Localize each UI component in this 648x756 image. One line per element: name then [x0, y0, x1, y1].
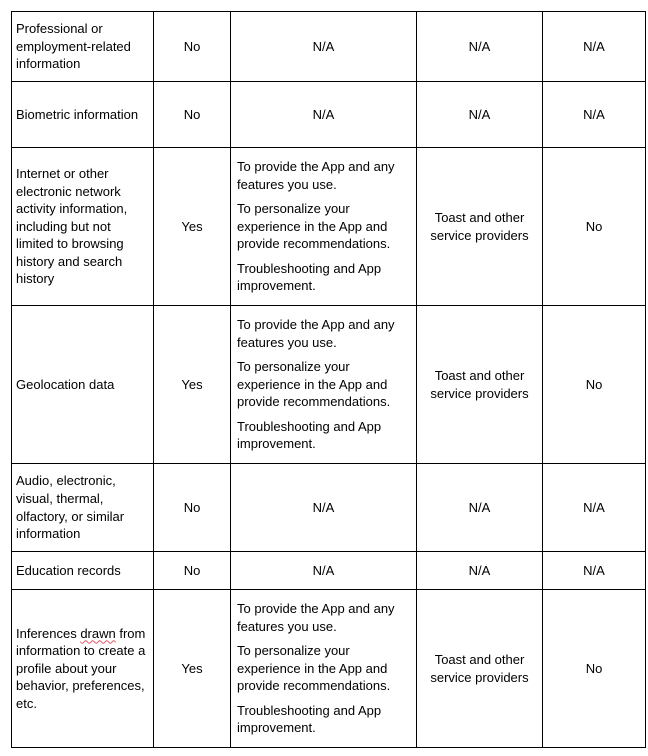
purpose-cell: [231, 590, 417, 748]
collected-cell: No: [154, 82, 231, 148]
purpose-item: To personalize your experience in the App and provide recommendations.: [237, 201, 391, 252]
disclosed-to-cell: N/A: [417, 82, 543, 148]
table-row: [12, 82, 646, 148]
disclosed-to-cell: N/A: [417, 12, 543, 82]
purpose-item: Troubleshooting and App improvement.: [237, 418, 382, 452]
category-cell: Geolocation data: [12, 306, 154, 464]
personal-information-table: [11, 11, 646, 748]
category-cell: Education records: [12, 552, 154, 590]
purpose-item: Troubleshooting and App improvement.: [237, 260, 382, 294]
purpose-cell: N/A: [231, 12, 417, 82]
disclosed-to-cell: Toast and other service providers: [417, 306, 543, 464]
disclosed-to-cell: N/A: [417, 464, 543, 552]
category-cell: Biometric information: [12, 82, 154, 148]
table-row: [12, 12, 646, 82]
purpose-cell: N/A: [231, 464, 417, 552]
collected-cell: No: [154, 552, 231, 590]
category-cell: Inferences drawn from information to create a profile about your behavior, preferences, etc.: [12, 590, 154, 748]
collected-cell: No: [154, 12, 231, 82]
collected-cell: Yes: [154, 590, 231, 748]
table-row: [12, 590, 646, 748]
purpose-item: To personalize your experience in the App and provide recommendations.: [237, 643, 391, 694]
purpose-item: Troubleshooting and App improvement.: [237, 702, 382, 736]
sold-shared-cell: N/A: [543, 82, 646, 148]
purpose-cell: [231, 306, 417, 464]
table-row: [12, 148, 646, 306]
collected-cell: Yes: [154, 306, 231, 464]
sold-shared-cell: N/A: [543, 12, 646, 82]
purpose-item: To provide the App and any features you use.: [237, 158, 395, 192]
purpose-cell: N/A: [231, 552, 417, 590]
table-row: [12, 306, 646, 464]
purpose-cell: N/A: [231, 82, 417, 148]
sold-shared-cell: No: [543, 306, 646, 464]
spellcheck-flagged-word: drawn: [80, 625, 116, 641]
purpose-item: To provide the App and any features you use.: [237, 316, 395, 350]
collected-cell: No: [154, 464, 231, 552]
disclosed-to-cell: Toast and other service providers: [417, 148, 543, 306]
category-cell: Audio, electronic, visual, thermal, olfactory, or similar information: [12, 464, 154, 552]
category-cell: Professional or employment-related information: [12, 12, 154, 82]
table-row: [12, 464, 646, 552]
purpose-item: To provide the App and any features you use.: [237, 600, 395, 634]
sold-shared-cell: No: [543, 148, 646, 306]
sold-shared-cell: N/A: [543, 464, 646, 552]
table-row: [12, 552, 646, 590]
disclosed-to-cell: N/A: [417, 552, 543, 590]
disclosed-to-cell: Toast and other service providers: [417, 590, 543, 748]
sold-shared-cell: N/A: [543, 552, 646, 590]
sold-shared-cell: No: [543, 590, 646, 748]
category-cell: Internet or other electronic network activity information, including but not limited to browsing history and search history: [12, 148, 154, 306]
collected-cell: Yes: [154, 148, 231, 306]
purpose-cell: [231, 148, 417, 306]
purpose-item: To personalize your experience in the App and provide recommendations.: [237, 359, 391, 410]
